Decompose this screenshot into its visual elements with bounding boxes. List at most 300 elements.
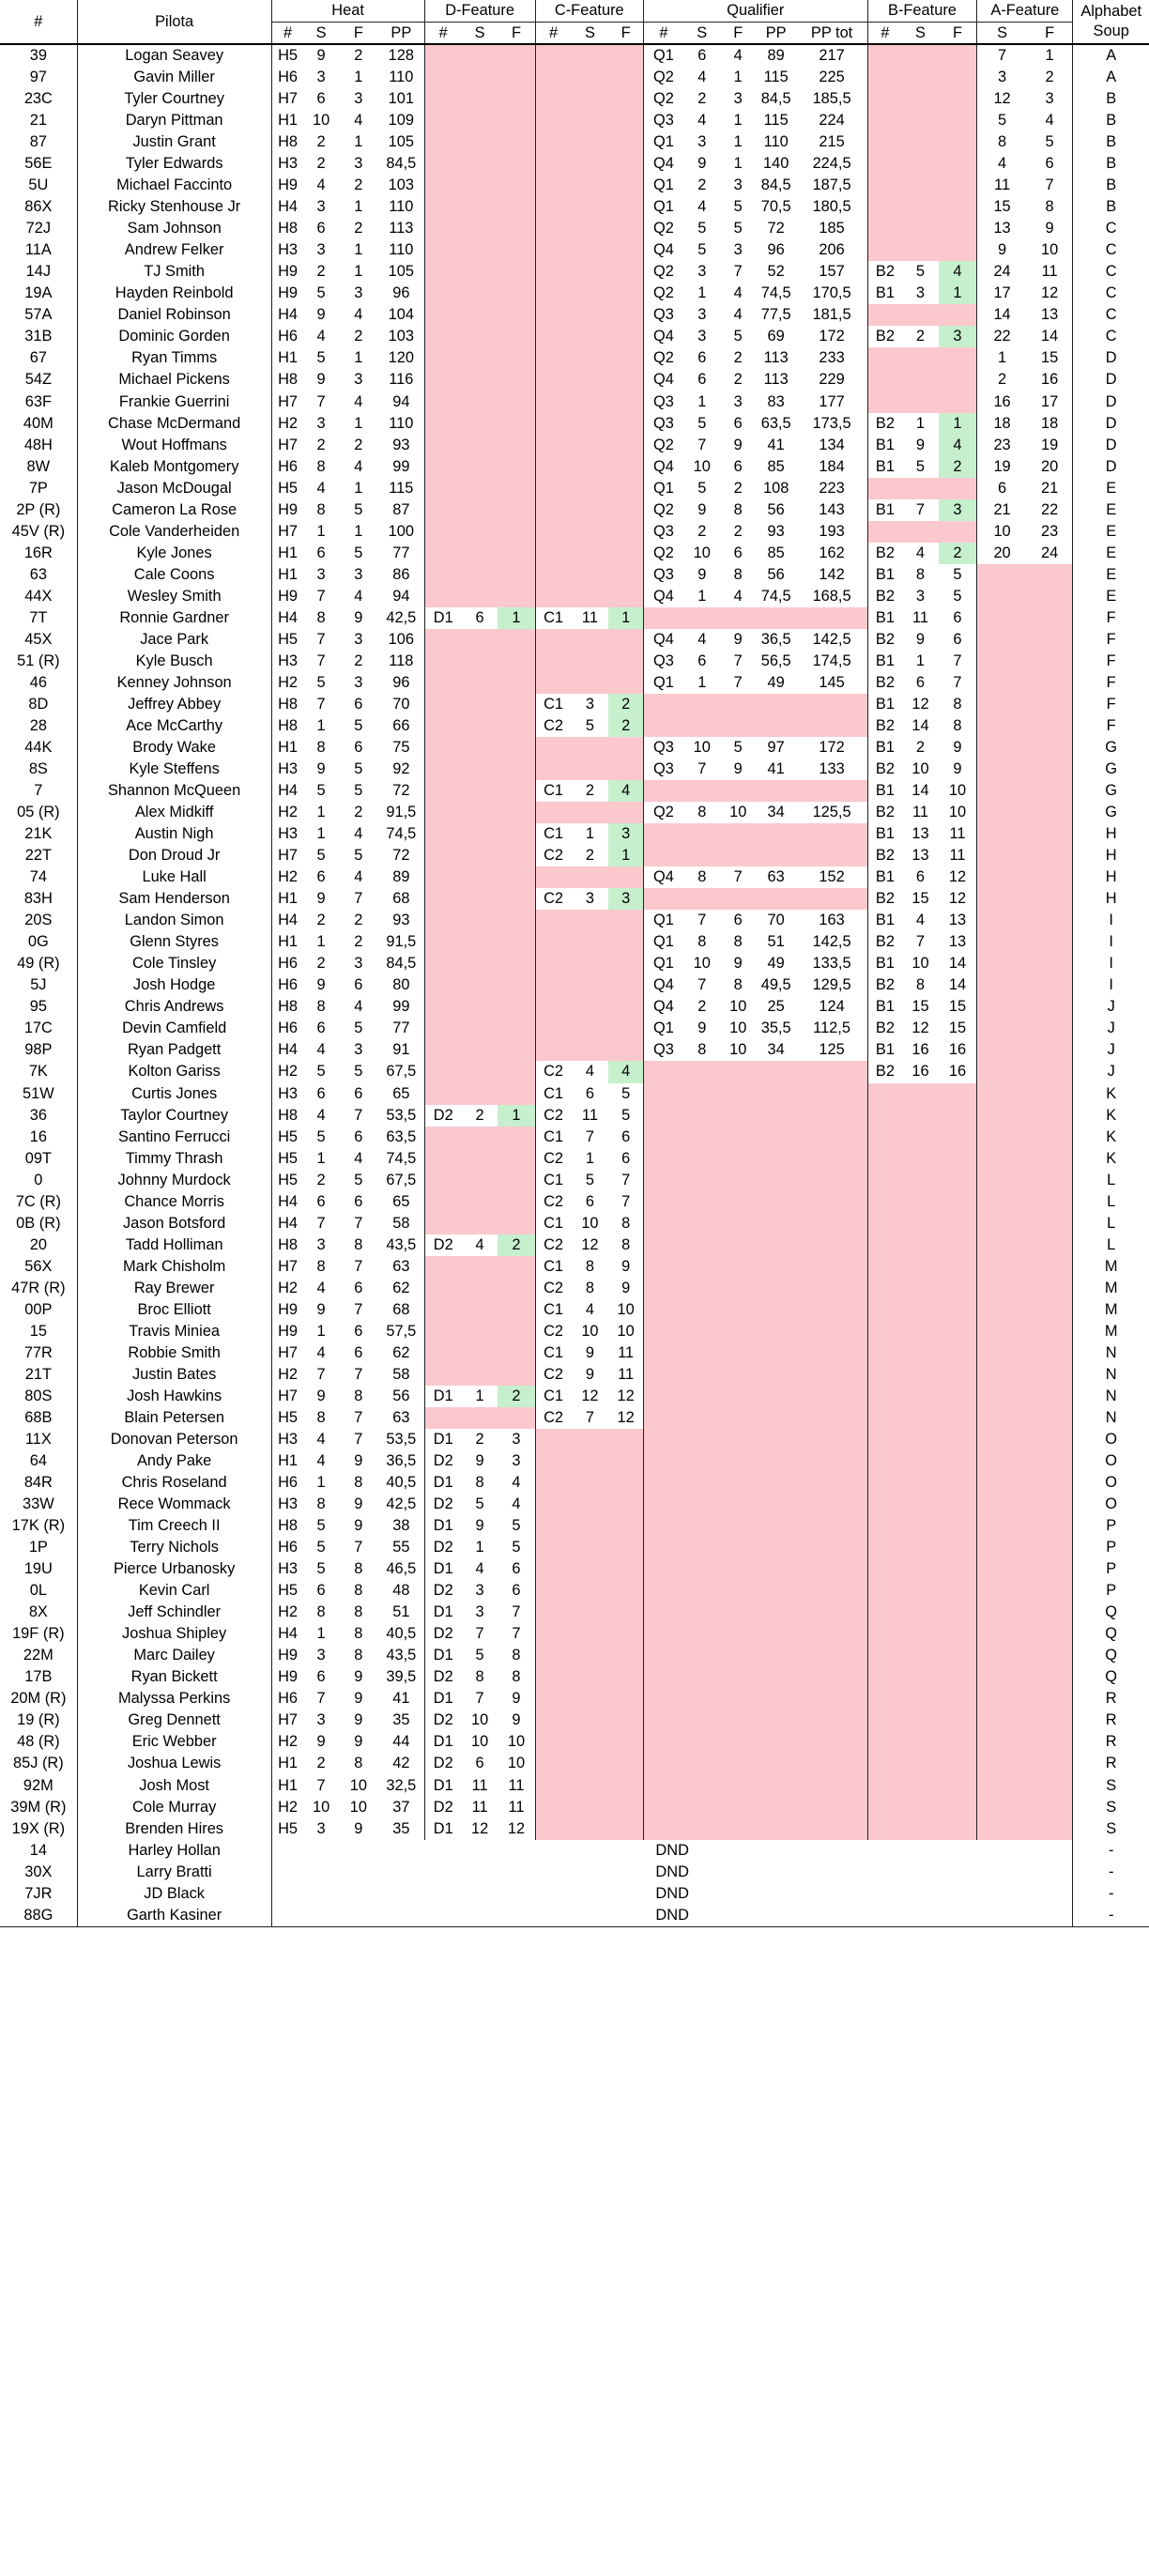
sub-header-a-0: S — [977, 22, 1027, 44]
qualifier-empty — [643, 1731, 682, 1753]
c-feature-empty — [572, 1666, 609, 1688]
table-row — [0, 1666, 1149, 1688]
d-feature-empty — [462, 651, 498, 672]
b-feature-empty — [939, 1645, 977, 1666]
d-feature-empty — [462, 866, 498, 888]
qualifier-empty — [721, 1710, 756, 1731]
alphabet-soup-value: R — [1073, 1731, 1149, 1753]
heat-value: 5 — [354, 1063, 363, 1081]
qualifier-empty — [683, 1645, 721, 1666]
qualifier-value: 85 — [767, 544, 785, 561]
heat-value: 58 — [392, 1214, 410, 1232]
qualifier-empty — [721, 1731, 756, 1753]
qualifier-value: Q4 — [643, 239, 682, 261]
b-feature-value: B1 — [867, 1039, 902, 1061]
c-feature-empty — [572, 1645, 609, 1666]
d-feature-empty — [462, 283, 498, 304]
b-feature-value: 1 — [939, 283, 977, 304]
qualifier-value: 174,5 — [812, 652, 851, 669]
alphabet-soup-value: N — [1073, 1364, 1149, 1386]
d-feature-empty — [424, 910, 462, 931]
a-feature-empty — [977, 802, 1027, 823]
heat-value: 3 — [354, 630, 363, 648]
qualifier-empty — [683, 1558, 721, 1580]
car-number: 56X — [24, 1257, 53, 1275]
d-feature-empty — [462, 478, 498, 499]
qualifier-value: 163 — [819, 912, 845, 929]
heat-value: H5 — [271, 1148, 303, 1170]
qualifier-value: 4 — [733, 284, 743, 302]
driver-name: Ronnie Gardner — [77, 607, 271, 629]
b-feature-empty — [939, 196, 977, 218]
c-feature-empty — [535, 413, 571, 435]
a-feature-empty — [977, 1191, 1027, 1213]
c-feature-value: 4 — [608, 1061, 643, 1082]
table-row — [0, 1840, 1149, 1862]
qualifier-value: 170,5 — [812, 284, 851, 302]
qualifier-empty — [721, 1299, 756, 1321]
b-feature-empty — [867, 1105, 902, 1127]
c-feature-empty — [608, 759, 643, 780]
d-feature-empty — [424, 759, 462, 780]
d-feature-value: 3 — [512, 1452, 521, 1470]
table-row — [0, 261, 1149, 283]
table-row — [0, 391, 1149, 413]
qualifier-value: 2 — [697, 90, 707, 108]
b-feature-value: 12 — [912, 1020, 929, 1037]
dnd-cell — [271, 1905, 1073, 1927]
d-feature-empty — [498, 1083, 535, 1105]
qualifier-value: Q4 — [643, 629, 682, 651]
a-feature-value: 12 — [1040, 284, 1059, 302]
a-feature-empty — [977, 1537, 1027, 1558]
heat-value: H2 — [271, 1278, 303, 1299]
b-feature-value: B2 — [867, 629, 902, 651]
heat-value: 8 — [354, 1235, 363, 1253]
d-feature-empty — [462, 1039, 498, 1061]
heat-value: 4 — [316, 176, 326, 194]
d-feature-empty — [462, 1213, 498, 1234]
table-row — [0, 1862, 1149, 1883]
c-feature-value: 3 — [585, 695, 594, 713]
table-row — [0, 1905, 1149, 1927]
a-feature-empty — [1027, 1558, 1073, 1580]
d-feature-empty — [498, 866, 535, 888]
driver-name: Ryan Padgett — [77, 1039, 271, 1061]
qualifier-value: 173,5 — [812, 414, 851, 432]
a-feature-empty — [977, 1342, 1027, 1364]
heat-value: 43,5 — [386, 1235, 417, 1253]
c-feature-value: C2 — [535, 1278, 571, 1299]
d-feature-empty — [424, 737, 462, 759]
d-feature-value: 1 — [475, 1539, 484, 1556]
heat-value: 9 — [354, 1733, 363, 1751]
qualifier-empty — [721, 1170, 756, 1191]
qualifier-value: 9 — [733, 760, 743, 778]
car-number: 8S — [28, 760, 48, 778]
b-feature-empty — [902, 196, 938, 218]
qualifier-empty — [643, 1278, 682, 1299]
b-feature-empty — [939, 478, 977, 499]
b-feature-empty — [939, 239, 977, 261]
heat-value: 7 — [354, 1431, 363, 1448]
qualifier-empty — [683, 1688, 721, 1710]
a-feature-value: 12 — [977, 88, 1027, 110]
qualifier-empty — [683, 1580, 721, 1602]
qualifier-empty — [756, 1278, 797, 1299]
c-feature-empty — [608, 1731, 643, 1753]
table-row — [0, 67, 1149, 88]
b-feature-empty — [902, 1688, 938, 1710]
a-feature-empty — [1027, 1364, 1073, 1386]
heat-value: 9 — [316, 1300, 326, 1318]
table-row — [0, 694, 1149, 715]
d-feature-empty — [498, 110, 535, 131]
c-feature-empty — [608, 478, 643, 499]
driver-name: Garth Kasiner — [77, 1905, 271, 1927]
d-feature-empty — [424, 1342, 462, 1364]
qualifier-empty — [683, 1299, 721, 1321]
driver-name: Cale Coons — [77, 564, 271, 586]
car-number: 83H — [23, 890, 53, 908]
d-feature-value: 12 — [470, 1819, 489, 1837]
heat-value: 2 — [316, 1755, 326, 1772]
d-feature-value: 4 — [512, 1474, 521, 1492]
sub-header-c-2: F — [608, 22, 643, 44]
qualifier-empty — [797, 780, 868, 802]
heat-value: 70 — [392, 695, 410, 713]
alphabet-soup-value: B — [1073, 153, 1149, 175]
heat-value: 9 — [354, 1495, 363, 1513]
qualifier-empty — [797, 1515, 868, 1537]
qualifier-empty — [756, 694, 797, 715]
qualifier-empty — [756, 1191, 797, 1213]
c-feature-value: C1 — [535, 1342, 571, 1364]
c-feature-empty — [572, 737, 609, 759]
c-feature-empty — [535, 564, 571, 586]
a-feature-value: 10 — [977, 521, 1027, 543]
heat-value: H5 — [271, 478, 303, 499]
qualifier-value: 8 — [697, 933, 707, 951]
b-feature-empty — [939, 175, 977, 196]
heat-value: 62 — [392, 1279, 410, 1296]
b-feature-empty — [867, 1753, 902, 1774]
b-feature-value: 13 — [948, 933, 967, 951]
b-feature-empty — [867, 67, 902, 88]
b-feature-empty — [867, 478, 902, 499]
heat-value: 42 — [392, 1755, 410, 1772]
heat-value: 104 — [388, 306, 415, 324]
a-feature-empty — [1027, 1429, 1073, 1450]
b-feature-empty — [867, 1450, 902, 1472]
heat-value: 8 — [354, 1755, 363, 1772]
c-feature-empty — [535, 435, 571, 456]
d-feature-value: 9 — [475, 1517, 484, 1535]
qualifier-empty — [797, 607, 868, 629]
d-feature-value: 3 — [512, 1431, 521, 1448]
c-feature-empty — [535, 910, 571, 931]
c-feature-value: 6 — [585, 1192, 594, 1210]
b-feature-value: B2 — [867, 802, 902, 823]
heat-value: 7 — [316, 392, 326, 410]
driver-name: Joshua Shipley — [77, 1623, 271, 1645]
heat-value: 6 — [354, 1127, 363, 1145]
qualifier-empty — [797, 1213, 868, 1234]
d-feature-empty — [462, 694, 498, 715]
heat-value: 103 — [388, 328, 415, 345]
alphabet-soup-value: C — [1073, 261, 1149, 283]
heat-value: 120 — [388, 349, 415, 367]
alphabet-soup-value: S — [1073, 1818, 1149, 1840]
car-number: 7 — [34, 782, 43, 800]
qualifier-value: 129,5 — [812, 976, 851, 994]
c-feature-value: 7 — [621, 1192, 631, 1210]
qualifier-value: Q2 — [643, 67, 682, 88]
a-feature-empty — [1027, 1731, 1073, 1753]
car-number: 20 — [29, 1235, 47, 1253]
d-feature-empty — [424, 67, 462, 88]
heat-value: 9 — [354, 1452, 363, 1470]
qualifier-value: 85 — [767, 457, 785, 475]
c-feature-empty — [535, 153, 571, 175]
d-feature-value: 7 — [475, 1625, 484, 1643]
c-feature-empty — [608, 196, 643, 218]
c-feature-empty — [572, 499, 609, 521]
b-feature-value: 9 — [915, 630, 926, 648]
b-feature-empty — [939, 218, 977, 239]
d-feature-value: 8 — [475, 1474, 484, 1492]
b-feature-empty — [867, 1515, 902, 1537]
heat-value: H5 — [271, 1818, 303, 1840]
qualifier-empty — [756, 1666, 797, 1688]
c-feature-value: C1 — [535, 780, 571, 802]
c-feature-empty — [572, 1450, 609, 1472]
qualifier-empty — [797, 715, 868, 737]
b-feature-empty — [867, 1797, 902, 1818]
d-feature-value: 11 — [471, 1798, 488, 1816]
qualifier-value: Q3 — [643, 110, 682, 131]
qualifier-value: 142,5 — [812, 933, 851, 951]
qualifier-empty — [721, 888, 756, 910]
car-number: 20M (R) — [10, 1690, 67, 1708]
heat-value: 3 — [316, 1235, 326, 1253]
driver-name: Jeff Schindler — [77, 1602, 271, 1623]
b-feature-value: B1 — [867, 564, 902, 586]
qualifier-empty — [721, 1083, 756, 1105]
c-feature-empty — [608, 564, 643, 586]
qualifier-value: 9 — [697, 1020, 707, 1037]
heat-value: 38 — [392, 1517, 410, 1535]
heat-value: 40,5 — [386, 1625, 417, 1643]
group-header-b-feature: B-Feature — [867, 0, 977, 22]
a-feature-value: 1 — [1045, 47, 1054, 64]
b-feature-empty — [902, 1472, 938, 1494]
qualifier-value: 10 — [729, 1041, 747, 1059]
c-feature-empty — [535, 44, 571, 67]
qualifier-empty — [721, 1364, 756, 1386]
heat-value: 5 — [354, 1171, 363, 1188]
table-row — [0, 435, 1149, 456]
qualifier-value: Q2 — [643, 435, 682, 456]
alphabet-soup-value: D — [1073, 347, 1149, 369]
qualifier-empty — [756, 1364, 797, 1386]
heat-value: 94 — [392, 587, 410, 605]
d-feature-empty — [498, 1127, 535, 1148]
b-feature-empty — [867, 88, 902, 110]
c-feature-empty — [608, 347, 643, 369]
heat-value: H8 — [271, 694, 303, 715]
driver-name: Gavin Miller — [77, 67, 271, 88]
c-feature-empty — [572, 44, 609, 67]
qualifier-empty — [797, 1558, 868, 1580]
alphabet-soup-value: F — [1073, 629, 1149, 651]
b-feature-empty — [867, 1407, 902, 1429]
heat-value: H4 — [271, 304, 303, 326]
a-feature-empty — [1027, 1256, 1073, 1278]
qualifier-empty — [643, 1494, 682, 1515]
d-feature-empty — [462, 1148, 498, 1170]
d-feature-empty — [498, 802, 535, 823]
table-row — [0, 910, 1149, 931]
c-feature-empty — [608, 1429, 643, 1450]
d-feature-empty — [424, 521, 462, 543]
qualifier-value: 70 — [767, 912, 785, 929]
driver-name: Devin Camfield — [77, 1018, 271, 1039]
qualifier-empty — [721, 1148, 756, 1170]
heat-value: H1 — [271, 347, 303, 369]
c-feature-value: 11 — [618, 1365, 635, 1383]
heat-value: 5 — [354, 782, 363, 800]
c-feature-value: C2 — [535, 1105, 571, 1127]
qualifier-empty — [721, 1105, 756, 1127]
qualifier-value: 7 — [697, 436, 707, 453]
qualifier-value: 97 — [767, 739, 785, 756]
qualifier-value: 6 — [697, 652, 707, 669]
a-feature-value: 5 — [1045, 133, 1054, 151]
d-feature-empty — [498, 304, 535, 326]
table-row — [0, 974, 1149, 996]
driver-name: Jace Park — [77, 629, 271, 651]
c-feature-value: C1 — [535, 1256, 571, 1278]
a-feature-value: 22 — [1040, 500, 1059, 518]
driver-name: Pierce Urbanosky — [77, 1558, 271, 1580]
d-feature-value: 1 — [498, 1105, 535, 1127]
qualifier-value: 34 — [767, 804, 785, 821]
qualifier-empty — [683, 1061, 721, 1082]
qualifier-empty — [643, 1407, 682, 1429]
car-number: 23C — [23, 90, 53, 108]
qualifier-empty — [756, 823, 797, 845]
qualifier-empty — [643, 888, 682, 910]
heat-value: 4 — [354, 392, 363, 410]
heat-value: 8 — [316, 1603, 326, 1621]
heat-value: 92 — [392, 760, 410, 778]
heat-value: H5 — [271, 1170, 303, 1191]
c-feature-empty — [608, 586, 643, 607]
c-feature-empty — [608, 1688, 643, 1710]
b-feature-empty — [939, 1213, 977, 1234]
c-feature-value: C2 — [535, 845, 571, 866]
driver-name: Ryan Bickett — [77, 1666, 271, 1688]
qualifier-value: Q3 — [643, 737, 682, 759]
alphabet-soup-value: Q — [1073, 1623, 1149, 1645]
qualifier-value: Q4 — [643, 456, 682, 478]
heat-value: 55 — [392, 1539, 410, 1556]
d-feature-empty — [424, 369, 462, 391]
b-feature-empty — [939, 1127, 977, 1148]
b-feature-empty — [939, 1558, 977, 1580]
d-feature-empty — [462, 239, 498, 261]
heat-value: 1 — [354, 241, 363, 259]
qualifier-value: 10 — [729, 1020, 747, 1037]
driver-name: Tim Creech II — [77, 1515, 271, 1537]
b-feature-value: B2 — [867, 845, 902, 866]
d-feature-empty — [498, 88, 535, 110]
c-feature-empty — [535, 131, 571, 153]
driver-name: Don Droud Jr — [77, 845, 271, 866]
qualifier-empty — [721, 1602, 756, 1623]
table-row — [0, 1386, 1149, 1407]
a-feature-empty — [977, 845, 1027, 866]
d-feature-empty — [498, 239, 535, 261]
b-feature-empty — [902, 153, 938, 175]
c-feature-empty — [608, 543, 643, 564]
heat-value: 9 — [316, 1387, 326, 1404]
heat-value: 3 — [354, 955, 363, 973]
b-feature-value: 6 — [915, 673, 926, 691]
heat-value: 8 — [316, 1257, 326, 1275]
qualifier-empty — [683, 1213, 721, 1234]
car-number: 0 — [34, 1171, 43, 1188]
qualifier-empty — [721, 1234, 756, 1256]
b-feature-empty — [902, 1234, 938, 1256]
a-feature-empty — [977, 586, 1027, 607]
a-feature-value: 18 — [977, 413, 1027, 435]
driver-name: Michael Pickens — [77, 369, 271, 391]
sub-header-b-1: S — [902, 22, 938, 44]
table-row — [0, 521, 1149, 543]
d-feature-empty — [462, 369, 498, 391]
b-feature-value: 1 — [915, 414, 926, 432]
qualifier-value: 84,5 — [760, 176, 791, 194]
b-feature-empty — [902, 175, 938, 196]
c-feature-empty — [608, 629, 643, 651]
driver-name: Dominic Gorden — [77, 326, 271, 347]
qualifier-value: Q4 — [643, 974, 682, 996]
qualifier-empty — [721, 1494, 756, 1515]
table-row — [0, 1623, 1149, 1645]
heat-value: H8 — [271, 1515, 303, 1537]
table-row — [0, 1775, 1149, 1797]
qualifier-empty — [797, 1256, 868, 1278]
c-feature-value: C2 — [535, 1321, 571, 1342]
qualifier-empty — [756, 1450, 797, 1472]
b-feature-value: 10 — [948, 804, 967, 821]
qualifier-value: 124 — [819, 998, 845, 1016]
car-number: 17C — [23, 1020, 53, 1037]
a-feature-empty — [977, 888, 1027, 910]
driver-name: Landon Simon — [77, 910, 271, 931]
b-feature-value: 8 — [953, 695, 962, 713]
a-feature-empty — [1027, 1148, 1073, 1170]
car-number: 5U — [28, 176, 49, 194]
qualifier-empty — [643, 1105, 682, 1127]
c-feature-empty — [535, 974, 571, 996]
qualifier-value: Q3 — [643, 413, 682, 435]
d-feature-empty — [498, 499, 535, 521]
b-feature-empty — [902, 44, 938, 67]
driver-name: Josh Hawkins — [77, 1386, 271, 1407]
